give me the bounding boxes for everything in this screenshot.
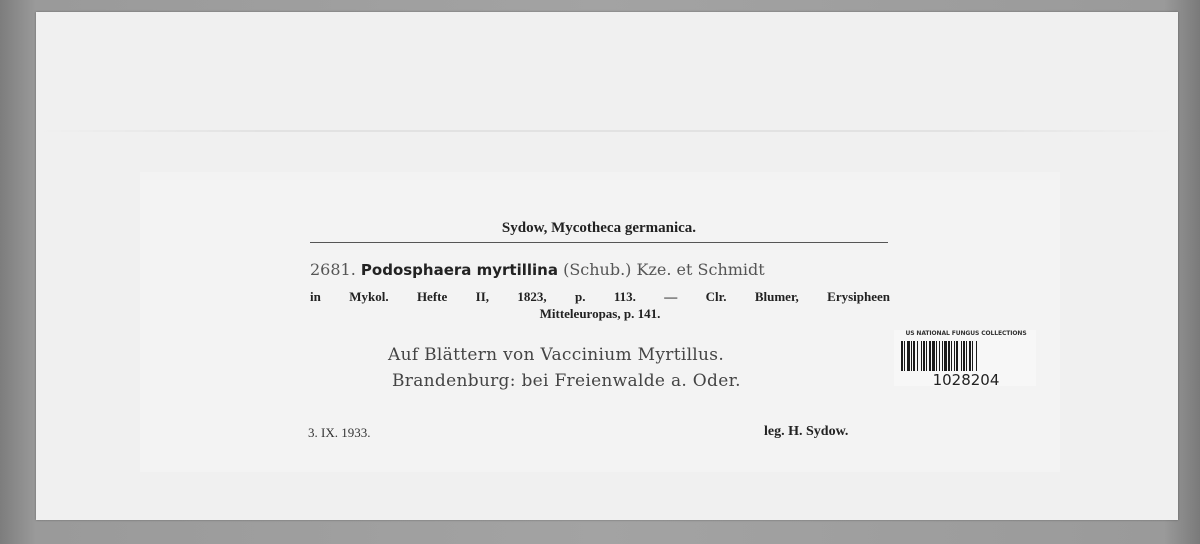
species-name: Podosphaera myrtillina bbox=[360, 261, 558, 279]
entry-number: 2681. bbox=[310, 260, 356, 279]
locality-line: Brandenburg: bei Freienwalde a. Oder. bbox=[392, 371, 741, 391]
barcode-header: US NATIONAL FUNGUS COLLECTIONS bbox=[905, 330, 1027, 337]
sheet-fold bbox=[36, 130, 1178, 132]
barcode-number: 1028204 bbox=[932, 371, 1000, 389]
title-rule bbox=[310, 242, 888, 243]
reference-line-2: Mitteleuropas, p. 141. bbox=[539, 306, 661, 321]
host-line: Auf Blättern von Vaccinium Myrtillus. bbox=[388, 345, 725, 365]
label-title: Sydow, Mycotheca germanica. bbox=[501, 220, 697, 236]
barcode-icon bbox=[901, 341, 1033, 371]
reference-line-1: in Mykol. Hefte II, 1823, p. 113. — Clr. Blumer, Erysipheen bbox=[310, 289, 890, 304]
label-title-wrap bbox=[310, 217, 888, 237]
collection-date: 3. IX. 1933. bbox=[308, 425, 371, 440]
collector: leg. H. Sydow. bbox=[764, 424, 849, 439]
entry-line bbox=[310, 260, 765, 279]
species-authority: (Schub.) Kze. et Schmidt bbox=[563, 260, 765, 279]
